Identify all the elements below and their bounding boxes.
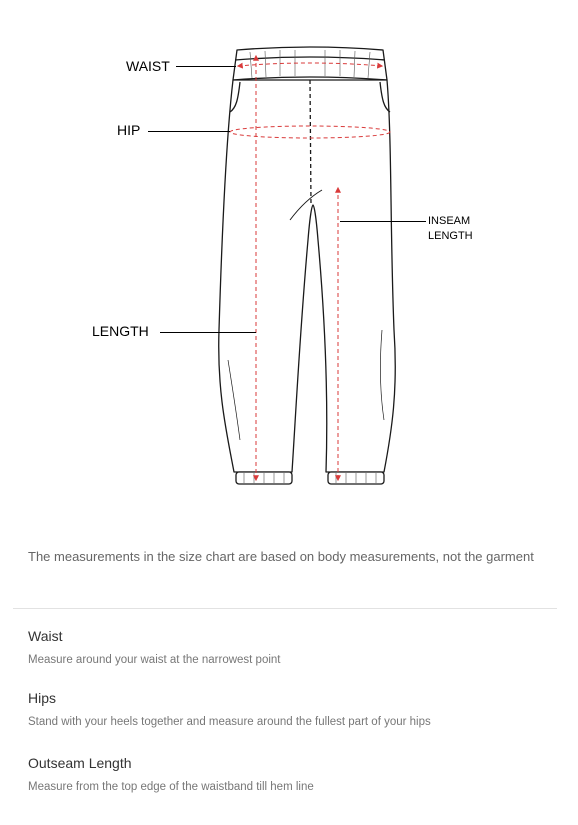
section-title-hips: Hips xyxy=(28,690,57,706)
section-title-waist: Waist xyxy=(28,628,63,644)
section-divider xyxy=(13,608,557,609)
length-label: LENGTH xyxy=(92,323,149,339)
section-title-outseam-length: Outseam Length xyxy=(28,755,132,771)
section-desc-hips: Stand with your heels together and measure around the fullest part of your hips xyxy=(28,716,431,728)
inseam-label-line2: LENGTH xyxy=(428,230,473,242)
section-desc-outseam-length: Measure from the top edge of the waistband till hem line xyxy=(28,781,314,793)
waist-leader-line xyxy=(176,66,236,67)
section-desc-waist: Measure around your waist at the narrowest point xyxy=(28,654,281,666)
length-leader-line xyxy=(160,332,256,333)
inseam-leader-line xyxy=(340,221,426,222)
measurement-note: The measurements in the size chart are based on body measurements, not the garment xyxy=(28,549,534,564)
waist-label: WAIST xyxy=(126,58,170,74)
hip-label: HIP xyxy=(117,122,141,138)
pants-outline xyxy=(219,80,396,472)
inseam-label-line1: INSEAM xyxy=(428,215,471,227)
hip-leader-line xyxy=(148,131,230,132)
